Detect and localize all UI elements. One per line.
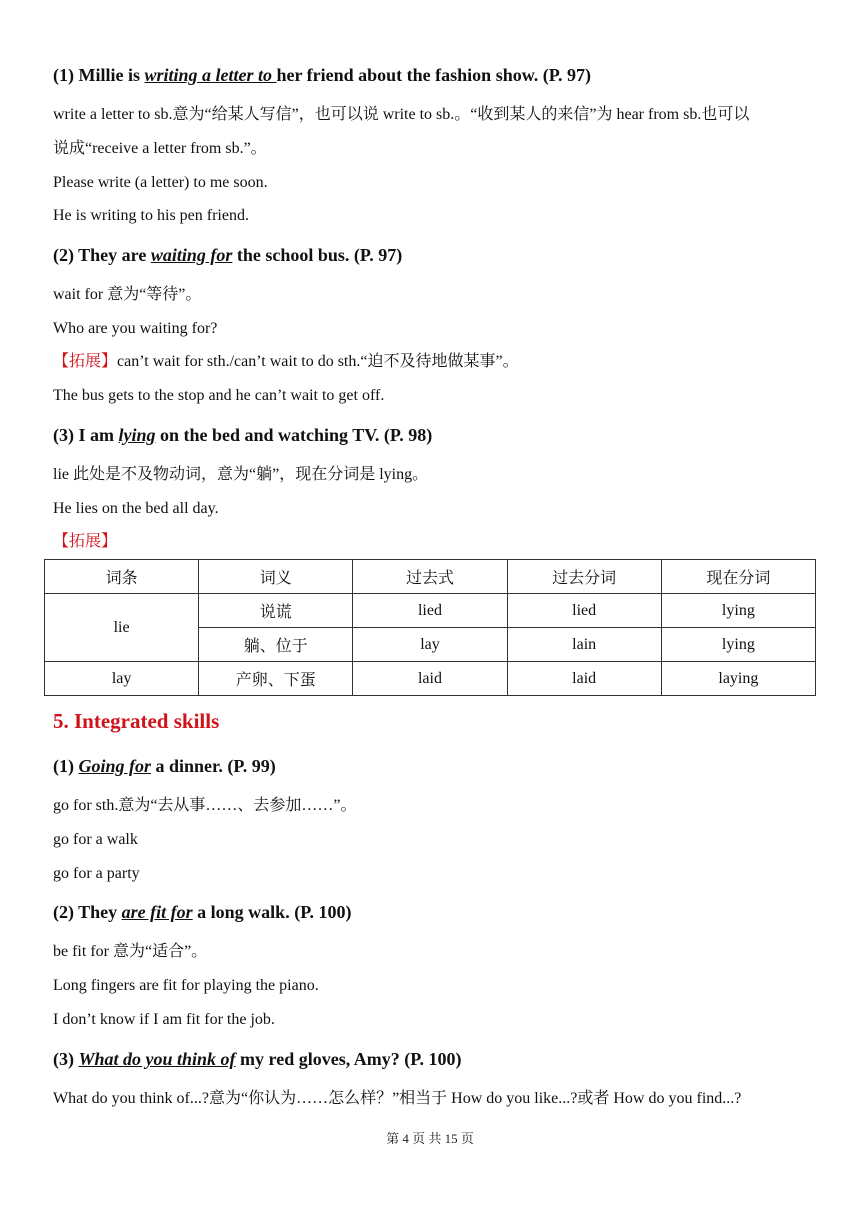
- heading-text: her friend about the fashion show. (P. 97): [276, 65, 592, 85]
- table-cell: laid: [507, 662, 661, 696]
- extension-tag: 【拓展】: [53, 533, 118, 550]
- table-row: [45, 662, 816, 696]
- example-sentence: He is writing to his pen friend.: [53, 207, 249, 224]
- table-cell-word: lie: [45, 594, 199, 662]
- extension-text: can’t wait for sth./can’t wait to do sth.“迫不及待地做某事”。: [117, 353, 519, 370]
- table-header-cell: 过去分词: [507, 560, 661, 594]
- heading-highlight: Going for: [78, 756, 152, 776]
- heading-going-for: [53, 755, 276, 777]
- table-cell: 说谎: [199, 594, 353, 628]
- explanation-line: wait for 意为“等待”。: [53, 286, 202, 303]
- example-sentence: Long fingers are fit for playing the piano.: [53, 977, 319, 994]
- table-header-cell: 现在分词: [661, 560, 815, 594]
- page-number: 第 4 页 共 15 页: [386, 1131, 474, 1146]
- example-sentence: Who are you waiting for?: [53, 320, 218, 337]
- extension-line: [53, 352, 519, 372]
- explanation-line: lie 此处是不及物动词，意为“躺”，现在分词是 lying。: [53, 466, 429, 483]
- verb-forms-table: [44, 559, 816, 696]
- example-sentence: I don’t know if I am fit for the job.: [53, 1011, 275, 1028]
- heading-highlight: What do you think of: [78, 1049, 236, 1069]
- heading-text: (1) Millie is: [53, 65, 145, 85]
- table-header-cell: 词义: [199, 560, 353, 594]
- heading-text: on the bed and watching TV. (P. 98): [155, 425, 433, 445]
- explanation-line: What do you think of...?意为“你认为……怎么样？”相当于 How do you like...?或者 How do you find...?: [53, 1090, 742, 1107]
- heading-highlight: writing a letter to: [144, 65, 277, 85]
- heading-text: (2) They: [53, 902, 122, 922]
- heading-text: (2) They are: [53, 245, 151, 265]
- example-sentence: He lies on the bed all day.: [53, 500, 219, 517]
- table-cell: 躺、位于: [199, 628, 353, 662]
- heading-highlight: lying: [118, 425, 156, 445]
- heading-text: (1): [53, 756, 79, 776]
- table-header-row: [45, 560, 816, 594]
- heading-text: (3): [53, 1049, 79, 1069]
- heading-think-of: [53, 1048, 462, 1070]
- heading-millie: [53, 64, 591, 86]
- table-header-cell: 过去式: [353, 560, 507, 594]
- heading-text: my red gloves, Amy? (P. 100): [235, 1049, 462, 1069]
- table-cell: 产卵、下蛋: [199, 662, 353, 696]
- heading-text: a long walk. (P. 100): [192, 902, 352, 922]
- heading-highlight: waiting for: [150, 245, 233, 265]
- example-phrase: go for a party: [53, 865, 140, 882]
- explanation-line: be fit for 意为“适合”。: [53, 943, 208, 960]
- table-cell: lying: [661, 594, 815, 628]
- section-title: 5. Integrated skills: [53, 709, 220, 733]
- heading-text: a dinner. (P. 99): [151, 756, 276, 776]
- example-phrase: go for a walk: [53, 831, 138, 848]
- example-sentence: The bus gets to the stop and he can’t wait to get off.: [53, 387, 385, 404]
- table-cell: lay: [353, 628, 507, 662]
- heading-highlight: are fit for: [121, 902, 193, 922]
- heading-text: (3) I am: [53, 425, 119, 445]
- extension-tag: 【拓展】: [53, 353, 118, 370]
- table-cell: lying: [661, 628, 815, 662]
- table-cell-word: lay: [45, 662, 199, 696]
- explanation-line: write a letter to sb.意为“给某人写信”，也可以说 write to sb.。“收到某人的来信”为 hear from sb.也可以: [53, 106, 750, 123]
- table-cell: lied: [353, 594, 507, 628]
- table-cell: lain: [507, 628, 661, 662]
- heading-fit-for: [53, 901, 352, 923]
- heading-text: the school bus. (P. 97): [232, 245, 403, 265]
- example-sentence: Please write (a letter) to me soon.: [53, 174, 268, 191]
- table-row: [45, 594, 816, 628]
- heading-lying: [53, 424, 432, 446]
- table-cell: lied: [507, 594, 661, 628]
- heading-waiting: [53, 244, 402, 266]
- table-cell: laying: [661, 662, 815, 696]
- table-cell: laid: [353, 662, 507, 696]
- explanation-line: go for sth.意为“去从事……、去参加……”。: [53, 797, 357, 814]
- table-header-cell: 词条: [45, 560, 199, 594]
- explanation-line: 说成“receive a letter from sb.”。: [53, 140, 267, 157]
